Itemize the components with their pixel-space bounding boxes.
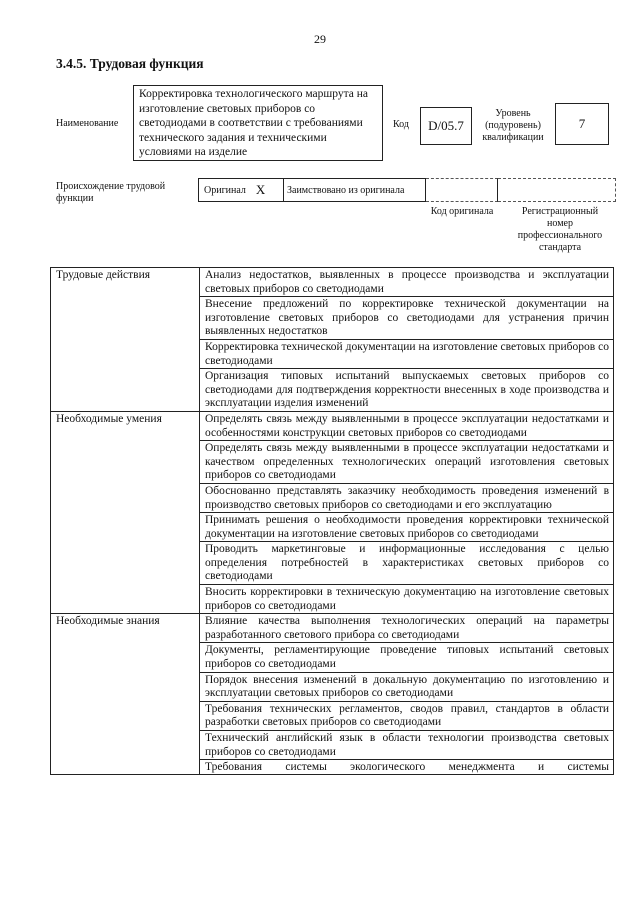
table-row [51, 411, 614, 440]
section-label-actions: Трудовые действия [51, 268, 200, 412]
truncated-item: Требования системы экологического менеджмента и системы [205, 761, 609, 774]
code-caption: Код оригинала [430, 206, 494, 217]
table-cell: Требования технических регламентов, сводов правил, стандартов в области разработки световых приборов со светодиодами [200, 701, 614, 730]
page-number: 29 [314, 32, 326, 46]
function-name-box: Корректировка технологического маршрута на изготовление световых приборов со светодиодами в соответствии с требованиями технического задания и техническими условиями на изделие [133, 85, 383, 161]
table-cell: Определять связь между выявленными в процессе эксплуатации недостатками и особенностями конструкции световых приборов со светодиодами [200, 411, 614, 440]
table-row [51, 268, 614, 297]
origin-code-cell [426, 178, 498, 202]
table-cell: Технический английский язык в области технологии производства световых приборов со светодиодами [200, 731, 614, 760]
table-row [51, 614, 614, 643]
original-cell [198, 178, 284, 202]
section-label-knowledge: Необходимые знания [51, 614, 200, 775]
table-cell: Организация типовых испытаний выпускаемых световых приборов со светодиодами для подтверждения корректности внесенных в ходе производства и эксплуатации изделия изменений [200, 369, 614, 412]
table-cell: Проводить маркетинговые и информационные исследования с целью определения потребностей в характеристиках световых приборов со светодиодами [200, 542, 614, 585]
level-label: Уровень (подуровень) квалификации [482, 108, 544, 143]
origin-reg-cell [498, 178, 616, 202]
origin-label: Происхождение трудовой функции [56, 181, 166, 204]
table-cell: Внесение предложений по корректировке технической документации на изготовление световых приборов со светодиодами для устранения причин выявленных недостатков [200, 297, 614, 340]
table-cell: Анализ недостатков, выявленных в процессе производства и эксплуатации световых приборов со светодиодами [200, 268, 614, 297]
level-value-box: 7 [555, 103, 609, 145]
requirements-table [50, 267, 614, 775]
table-cell [200, 760, 614, 775]
original-mark: X [255, 182, 266, 197]
table-cell: Порядок внесения изменений в докальную документацию по изготовлению и эксплуатации световых приборов со светодиодами [200, 672, 614, 701]
section-title: 3.4.5. Трудовая функция [56, 56, 204, 71]
borrowed-cell [284, 178, 426, 202]
original-label: Оригинал [204, 184, 246, 196]
code-value-box: D/05.7 [420, 107, 472, 145]
borrowed-label: Заимствовано из оригинала [287, 184, 405, 196]
section-label-skills: Необходимые умения [51, 411, 200, 613]
table-cell: Влияние качества выполнения технологических операций на параметры разработанного светового прибора со светодиодами [200, 614, 614, 643]
reg-caption: Регистрационный номер профессионального стандарта [517, 206, 603, 253]
origin-row [198, 178, 616, 202]
table-cell: Корректировка технической документации на изготовление световых приборов со светодиодами [200, 339, 614, 368]
table-cell: Обоснованно представлять заказчику необходимость проведения изменений в производство световых приборов со светодиодами и его эксплуатацию [200, 483, 614, 512]
name-label: Наименование [56, 118, 119, 129]
table-cell: Документы, регламентирующие проведение типовых испытаний световых приборов со светодиодами [200, 643, 614, 672]
table-cell: Определять связь между выявленными в процессе эксплуатации недостатками и качеством определенных технологических операций изготовления световых приборов со светодиодами [200, 441, 614, 484]
table-cell: Вносить корректировки в техническую документацию на изготовление световых приборов со светодиодами [200, 585, 614, 614]
table-cell: Принимать решения о необходимости проведения корректировки технической документации на изготовление световых приборов со светодиодами [200, 513, 614, 542]
code-label: Код [393, 119, 409, 130]
